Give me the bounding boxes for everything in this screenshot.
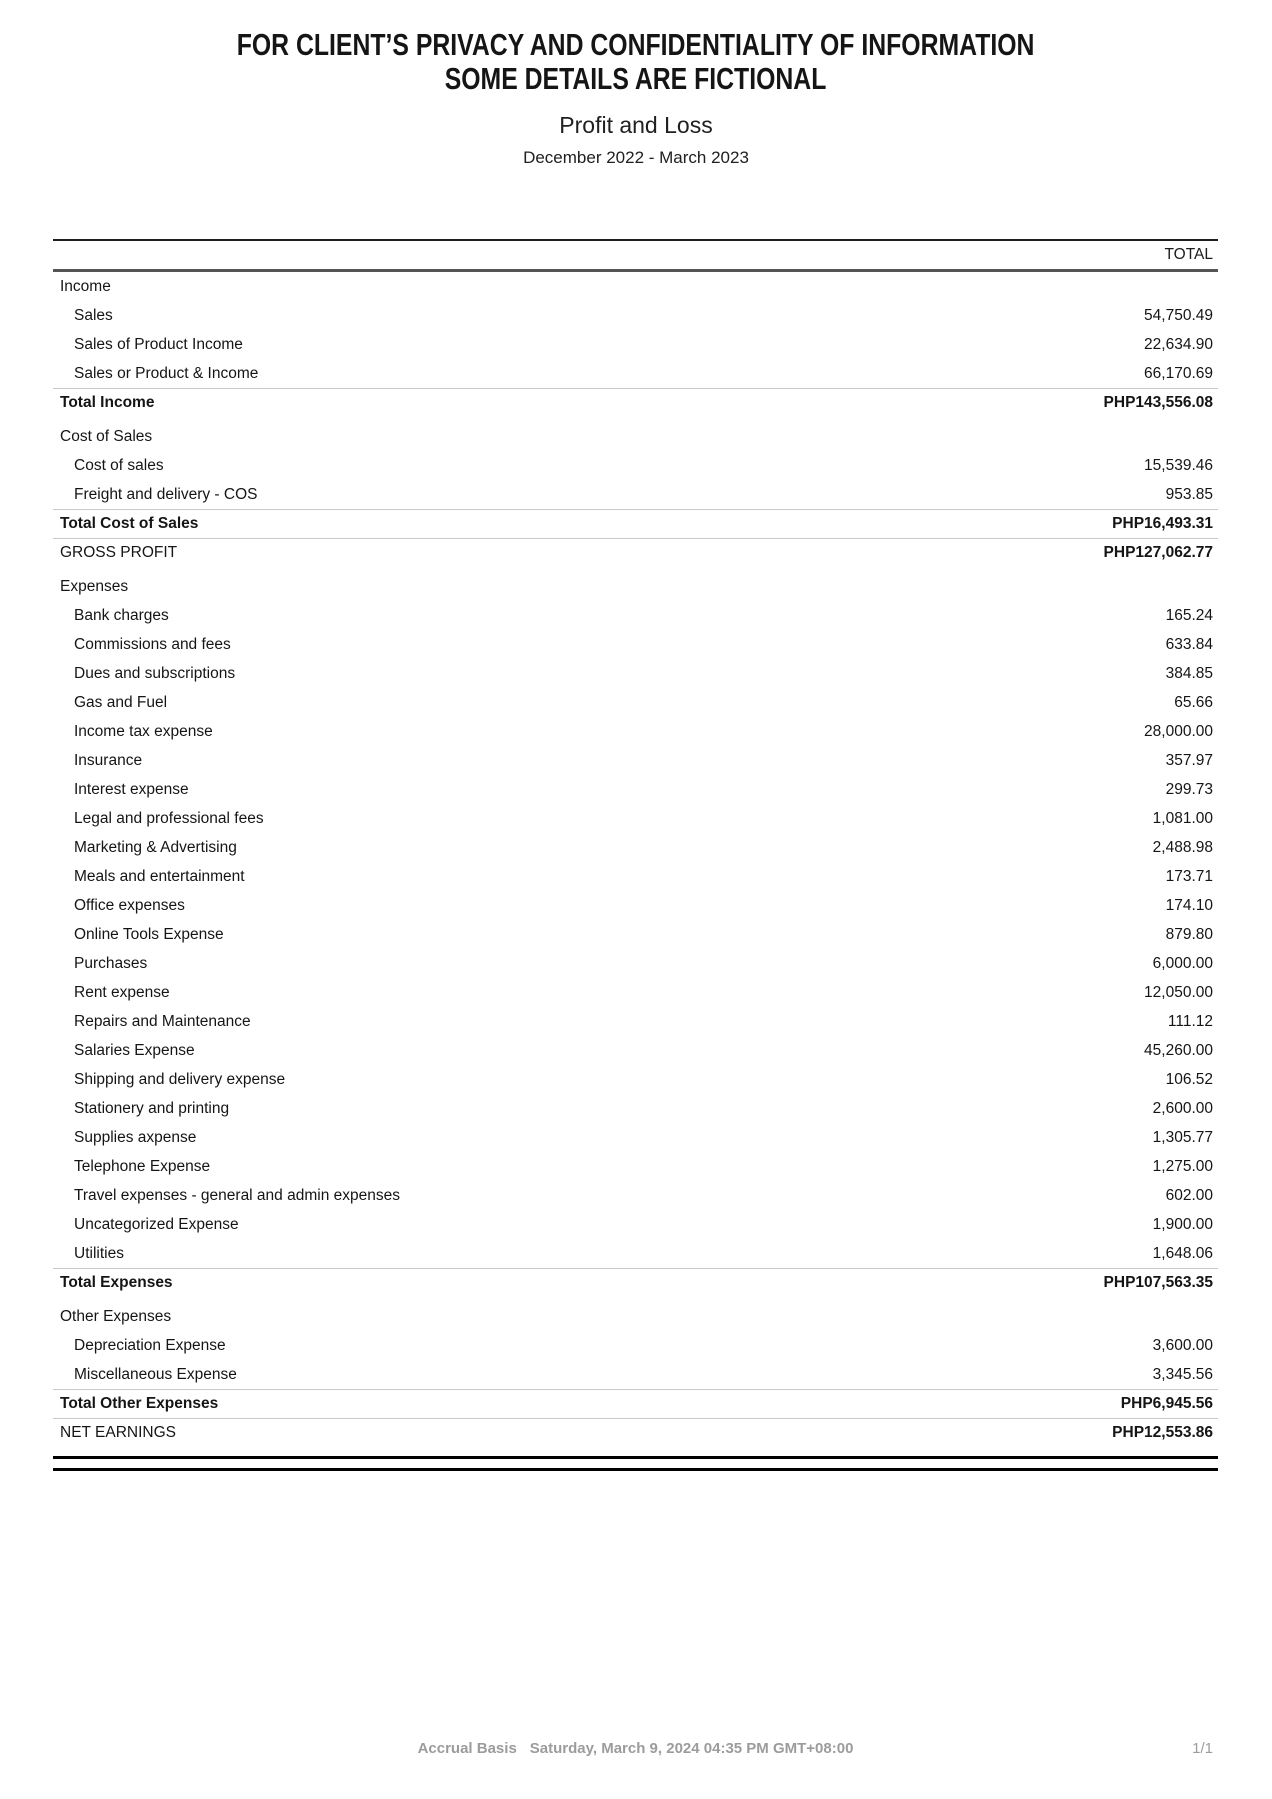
row-value: 1,305.77 [1152,1128,1213,1146]
row-label: Dues and subscriptions [74,664,236,682]
row-label: Total Cost of Sales [60,515,199,532]
table-row [53,688,1218,717]
table-row [53,978,1218,1007]
table-row [53,1181,1218,1210]
row-label: Supplies axpense [74,1128,197,1146]
report-header [0,28,1272,168]
row-value: 357.97 [1165,751,1213,769]
row-label: Gas and Fuel [74,693,168,711]
row-label: Bank charges [74,606,169,624]
table-row [53,301,1218,330]
row-value: 1,275.00 [1152,1157,1213,1175]
row-value: 1,648.06 [1152,1244,1213,1262]
total-column-header: TOTAL [1164,246,1213,263]
disclaimer-line2: SOME DETAILS ARE FICTIONAL [445,61,827,96]
row-label: Sales or Product & Income [74,364,259,382]
report-title: Profit and Loss [559,112,713,138]
row-label: NET EARNINGS [60,1424,176,1441]
row-value: 384.85 [1165,664,1213,682]
row-label: Rent expense [74,983,170,1001]
row-value: 66,170.69 [1144,364,1213,382]
row-label: Travel expenses - general and admin expenses [74,1186,400,1204]
row-label: Commissions and fees [74,635,231,653]
row-value: 106.52 [1165,1070,1213,1088]
table-row [53,1268,1218,1297]
table-row [53,422,1218,451]
table-row [53,775,1218,804]
table-row [53,630,1218,659]
row-value: 45,260.00 [1144,1041,1213,1059]
footer [53,1740,1218,1757]
table-rows [53,272,1218,1447]
row-label: Expenses [60,577,129,595]
row-label: Office expenses [74,896,185,914]
table-row [53,1418,1218,1447]
row-label: Sales of Product Income [74,335,243,353]
table-row [53,1302,1218,1331]
row-label: Miscellaneous Expense [74,1365,237,1383]
table-row [53,804,1218,833]
table-row [53,1331,1218,1360]
row-label: Meals and entertainment [74,867,245,885]
table-row [53,717,1218,746]
row-value: 953.85 [1165,485,1213,503]
table-row [53,1065,1218,1094]
row-value: 2,488.98 [1152,838,1213,856]
row-label: Depreciation Expense [74,1336,226,1354]
row-value: 1,900.00 [1152,1215,1213,1233]
table-row [53,920,1218,949]
row-label: Insurance [74,751,143,769]
table-row [53,601,1218,630]
row-label: Cost of sales [74,456,164,474]
row-label: Uncategorized Expense [74,1215,239,1233]
row-value: 602.00 [1165,1186,1213,1204]
row-label: Total Income [60,394,155,411]
row-value: 174.10 [1165,896,1213,914]
row-value: 22,634.90 [1144,335,1213,353]
row-value: PHP16,493.31 [1112,515,1213,532]
row-label: Shipping and delivery expense [74,1070,286,1088]
row-value: 2,600.00 [1152,1099,1213,1117]
row-label: GROSS PROFIT [60,544,178,561]
row-label: Purchases [74,954,148,972]
table-row [53,862,1218,891]
row-value: 299.73 [1165,780,1213,798]
row-label: Utilities [74,1244,124,1262]
page-number: 1/1 [1192,1740,1213,1757]
table-row [53,272,1218,301]
row-value: PHP107,563.35 [1103,1274,1213,1291]
row-label: Stationery and printing [74,1099,230,1117]
row-label: Telephone Expense [74,1157,211,1175]
table-row [53,1094,1218,1123]
row-label: Other Expenses [60,1307,172,1325]
table-row [53,359,1218,388]
row-label: Online Tools Expense [74,925,224,943]
row-label: Salaries Expense [74,1041,195,1059]
row-value: 3,600.00 [1152,1336,1213,1354]
table-row [53,388,1218,417]
table-row [53,1007,1218,1036]
row-label: Income [60,277,111,295]
row-value: 28,000.00 [1144,722,1213,740]
row-value: 6,000.00 [1152,954,1213,972]
report-date-range: December 2022 - March 2023 [523,148,749,167]
table-row [53,746,1218,775]
row-value: 3,345.56 [1152,1365,1213,1383]
table-row [53,330,1218,359]
row-label: Legal and professional fees [74,809,264,827]
row-value: 173.71 [1165,867,1213,885]
row-value: PHP143,556.08 [1103,394,1213,411]
table-row [53,949,1218,978]
table-row [53,480,1218,509]
row-value: PHP12,553.86 [1112,1424,1213,1441]
table-row [53,1239,1218,1268]
table-row [53,1210,1218,1239]
table-row [53,451,1218,480]
row-value: 1,081.00 [1152,809,1213,827]
row-label: Marketing & Advertising [74,838,237,856]
row-label: Total Expenses [60,1274,173,1291]
row-label: Repairs and Maintenance [74,1012,251,1030]
row-label: Sales [74,306,113,324]
table-row [53,1123,1218,1152]
report-timestamp: Saturday, March 9, 2024 04:35 PM GMT+08:00 [529,1740,854,1757]
table-row [53,1036,1218,1065]
row-value: 165.24 [1165,606,1213,624]
row-label: Income tax expense [74,722,213,740]
row-value: 15,539.46 [1144,456,1213,474]
accrual-basis-label: Accrual Basis [417,1740,517,1757]
row-label: Freight and delivery - COS [74,485,258,503]
table-row [53,1360,1218,1389]
disclaimer-line1: FOR CLIENT’S PRIVACY AND CONFIDENTIALITY OF INFORMATION [237,27,1035,62]
row-value: 12,050.00 [1144,983,1213,1001]
row-value: 65.66 [1174,693,1213,711]
row-value: 54,750.49 [1144,306,1213,324]
bottom-double-rule [53,1456,1218,1471]
table-header-row [53,239,1218,272]
table-row [53,1152,1218,1181]
row-label: Cost of Sales [60,427,153,445]
table-row [53,891,1218,920]
table-row [53,1389,1218,1418]
table-row [53,538,1218,567]
row-value: 111.12 [1167,1012,1213,1030]
row-label: Total Other Expenses [60,1395,219,1412]
pnl-table [53,239,1218,1471]
row-value: 633.84 [1165,635,1213,653]
table-row [53,572,1218,601]
table-row [53,833,1218,862]
row-value: PHP127,062.77 [1103,544,1213,561]
row-label: Interest expense [74,780,189,798]
table-row [53,659,1218,688]
table-row [53,509,1218,538]
row-value: 879.80 [1165,925,1213,943]
row-value: PHP6,945.56 [1120,1395,1213,1412]
